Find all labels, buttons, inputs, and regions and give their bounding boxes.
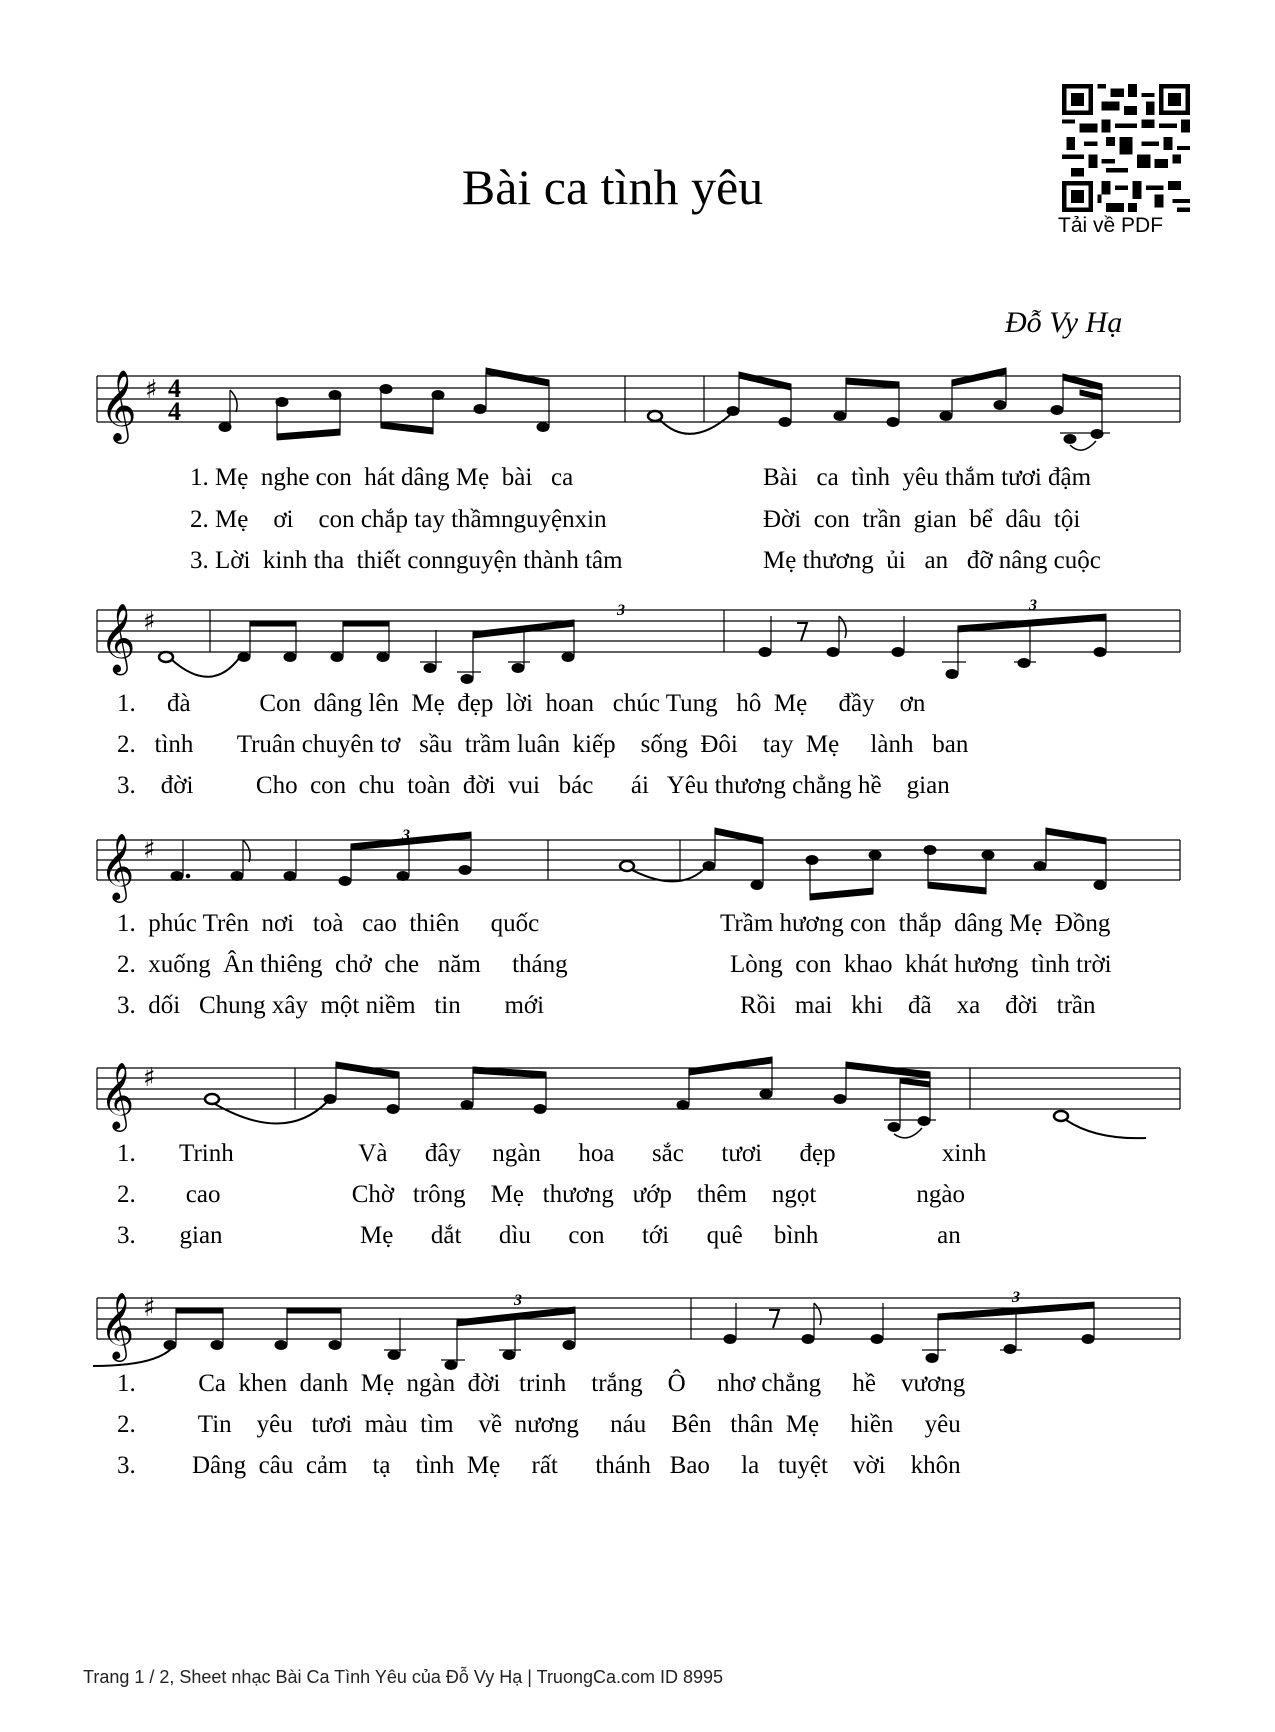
lyric-verse-3: 3. đời Cho con chu toàn đời vui bác ái Yêu thương chẳng hề gian [117, 772, 950, 799]
svg-text:3: 3 [402, 827, 410, 844]
lyric-verse-3: 3. Dâng câu cảm tạ tình Mẹ rất thánh Bao la tuyệt vời khôn [117, 1452, 961, 1479]
lyric-verse-3: 3. dối Chung xây một niềm tin mới [117, 992, 545, 1019]
lyric-verse-3: 3. Lời kinh tha thiết connguyện thành tâm [190, 547, 623, 574]
lyric-verse-2: 2. Tin yêu tươi màu tìm về nương náu Bên thân Mẹ hiền yêu [117, 1411, 961, 1438]
treble-clef-icon: 𝄞 [100, 603, 136, 673]
staff-system-3 [0, 810, 1275, 1040]
staff-2 [0, 590, 1275, 700]
staff-system-1 [0, 360, 1275, 580]
svg-text:♯: ♯ [143, 607, 156, 637]
lyric-verse-1: Bài ca tình yêu thắm tươi đậm [763, 464, 1092, 491]
lyric-verse-1: 1. Ca khen danh Mẹ ngàn đời trinh trắng Ô nhơ chẳng hề vương [117, 1370, 966, 1397]
lyric-verse-1: 1. đà Con dâng lên Mẹ đẹp lời hoan chúc Tung hô Mẹ đầy ơn [117, 690, 926, 717]
song-title: Bài ca tình yêu [461, 159, 764, 215]
treble-clef-icon: 𝄞 [100, 1061, 135, 1129]
svg-text:♯: ♯ [145, 375, 158, 405]
lyric-verse-3: 3. gian Mẹ dắt dìu con tới quê bình an [117, 1222, 961, 1249]
staff-4 [0, 1040, 1275, 1150]
lyric-verse-2: 2. xuống Ân thiêng chở che năm tháng [117, 951, 568, 978]
lyric-verse-2: 2. Mẹ ơi con chắp tay thầmnguyệnxin [190, 506, 607, 533]
download-pdf-link[interactable]: Tải về PDF [1058, 214, 1164, 237]
eighth-rest-icon [797, 623, 807, 641]
treble-clef-icon: 𝄞 [100, 832, 135, 900]
lyric-verse-2: 2. tình Truân chuyên tơ sầu trầm luân kiếp sống Đôi tay Mẹ lành ban [117, 731, 969, 758]
treble-clef-icon: 𝄞 [100, 1291, 135, 1359]
treble-clef-icon: 𝄞 [100, 368, 137, 441]
staff-system-2 [0, 590, 1275, 810]
svg-text:3: 3 [1029, 597, 1037, 614]
svg-text:3: 3 [617, 602, 625, 619]
lyric-verse-2: 2. cao Chờ trông Mẹ thương ướp thêm ngọt ngào [117, 1181, 965, 1208]
svg-text:♯: ♯ [143, 1063, 156, 1093]
svg-text:3: 3 [1012, 1289, 1020, 1306]
lyric-verse-2: Đời con trần gian bể dâu tội [763, 506, 1081, 533]
svg-text:4: 4 [168, 374, 181, 403]
staff-3 [0, 810, 1275, 920]
svg-text:♯: ♯ [143, 1293, 156, 1323]
lyric-verse-1: 1. Mẹ nghe con hát dâng Mẹ bài ca [190, 464, 574, 491]
staff-1 [0, 360, 1275, 470]
staff-system-4 [0, 1040, 1275, 1270]
lyric-verse-2: Lòng con khao khát hương tình trời [730, 951, 1112, 978]
lyric-verse-3: Rồi mai khi đã xa đời trần [740, 992, 1096, 1019]
page-footer: Trang 1 / 2, Sheet nhạc Bài Ca Tình Yêu của Đỗ Vy Hạ | TruongCa.com ID 8995 [83, 1667, 724, 1687]
staff-5 [0, 1270, 1275, 1380]
svg-text:♯: ♯ [143, 835, 156, 865]
lyric-verse-1: 1. Trinh Và đây ngàn hoa sắc tươi đẹp xinh [117, 1140, 987, 1167]
svg-text:3: 3 [514, 1292, 522, 1309]
qr-code-icon[interactable] [1062, 84, 1190, 212]
lyric-verse-1: Trầm hương con thắp dâng Mẹ Đồng [720, 910, 1111, 937]
composer-name: Đỗ Vy Hạ [1005, 306, 1123, 339]
lyric-verse-1: 1. phúc Trên nơi toà cao thiên quốc [117, 910, 540, 937]
lyric-verse-3: Mẹ thương ủi an đỡ nâng cuộc [763, 547, 1101, 574]
staff-system-5 [0, 1270, 1275, 1510]
svg-text:4: 4 [168, 397, 181, 426]
